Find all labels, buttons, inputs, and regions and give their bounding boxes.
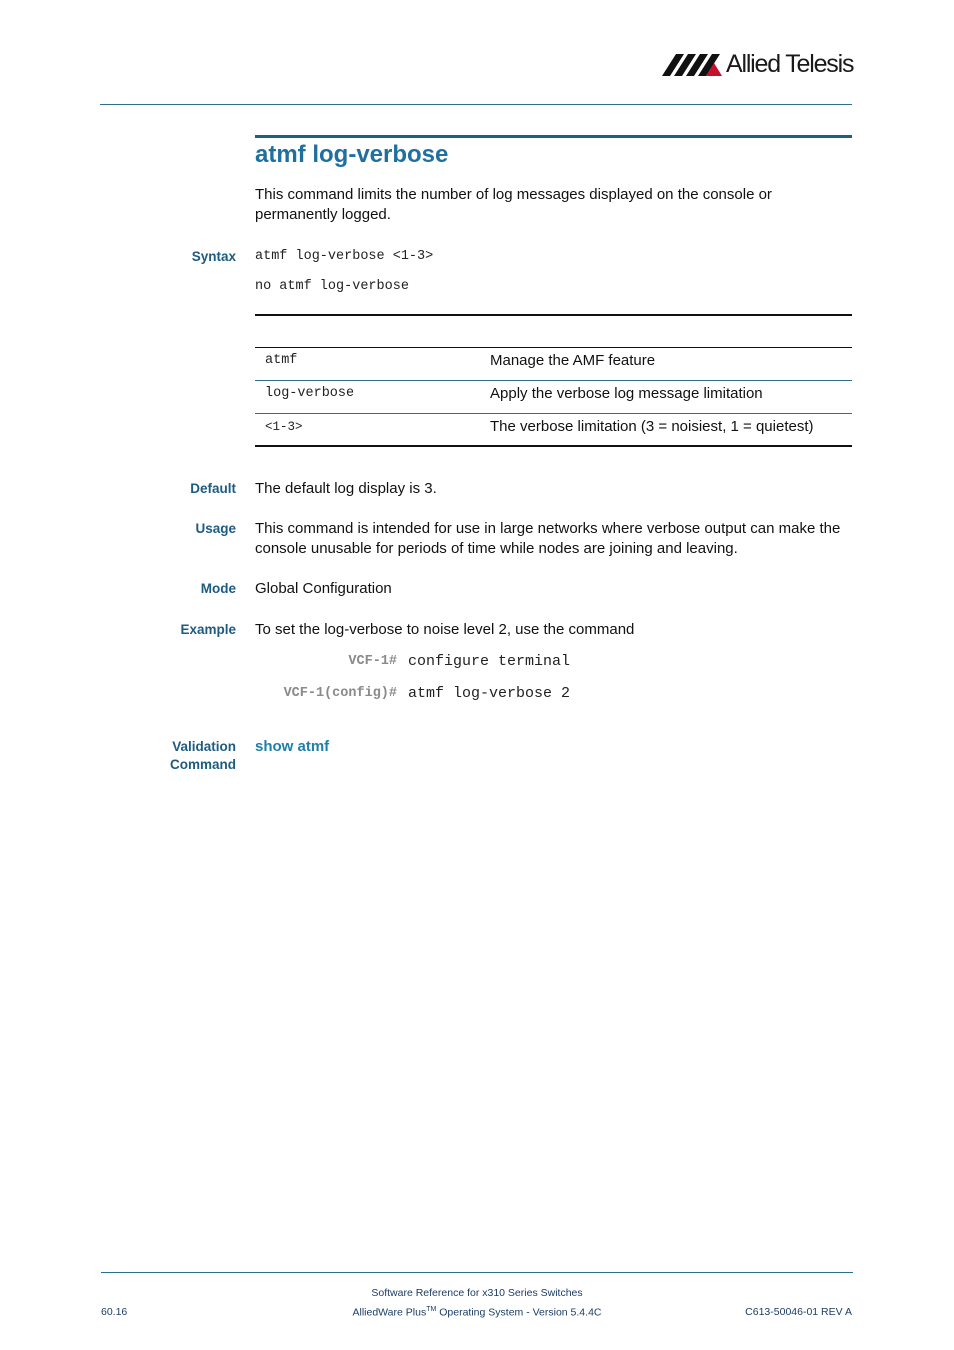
example-command-line (0, 652, 954, 672)
example-label: Example (180, 622, 236, 637)
footer-trademark: TM (426, 1306, 437, 1313)
table-row (255, 414, 852, 445)
example-intro: To set the log-verbose to noise level 2, use the command (255, 621, 635, 638)
footer-os-version: Operating System - Version 5.4.4C (436, 1306, 602, 1319)
logo-wordmark: Allied Telesis (726, 50, 854, 78)
validation-label-line-1: Validation (172, 739, 236, 754)
command-prompt: VCF-1# (348, 654, 397, 669)
allied-telesis-logo (662, 50, 854, 80)
allied-telesis-stripes-icon (662, 52, 724, 78)
footer-divider (101, 1272, 853, 1273)
command-text: configure terminal (408, 653, 571, 670)
mode-text: Global Configuration (255, 580, 392, 597)
table-row (255, 348, 852, 381)
title-rule (255, 135, 852, 138)
show-atmf-link[interactable]: show atmf (255, 738, 330, 755)
param-name: log-verbose (265, 386, 355, 401)
param-name: atmf (265, 353, 298, 368)
param-description: The verbose limitation (3 = noisiest, 1 = quietest) (490, 418, 814, 435)
syntax-line-2: no atmf log-verbose (255, 279, 409, 294)
validation-label-line-2: Command (169, 757, 236, 772)
table-row (255, 381, 852, 414)
mode-label: Mode (200, 581, 236, 596)
footer-page-number: 60.16 (101, 1306, 128, 1318)
param-name: <1-3> (265, 420, 303, 434)
usage-text: This command is intended for use in large networks where verbose output can make the console unusable for periods of time while nodes are joining and leaving. (255, 520, 841, 557)
table-top-rule (255, 314, 852, 316)
default-text: The default log display is 3. (255, 480, 437, 497)
footer-doc-title: Software Reference for x310 Series Switches (371, 1287, 583, 1299)
example-command-line (0, 684, 954, 704)
command-text: atmf log-verbose 2 (408, 685, 571, 702)
command-prompt: VCF-1(config)# (283, 686, 397, 701)
syntax-label: Syntax (191, 249, 236, 264)
footer-doc-code: C613-50046-01 REV A (745, 1306, 852, 1318)
default-label: Default (190, 481, 236, 496)
usage-label: Usage (195, 521, 236, 536)
param-description: Apply the verbose log message limitation (490, 385, 763, 402)
syntax-line-1: atmf log-verbose <1-3> (255, 249, 434, 264)
header-divider (100, 104, 852, 105)
intro-paragraph: This command limits the number of log messages displayed on the console or permanently logged. (255, 186, 772, 223)
footer-os-name: AlliedWare Plus (352, 1306, 427, 1319)
param-description: Manage the AMF feature (490, 352, 656, 369)
page-title: atmf log-verbose (255, 141, 449, 168)
table-bottom-rule (255, 445, 852, 447)
